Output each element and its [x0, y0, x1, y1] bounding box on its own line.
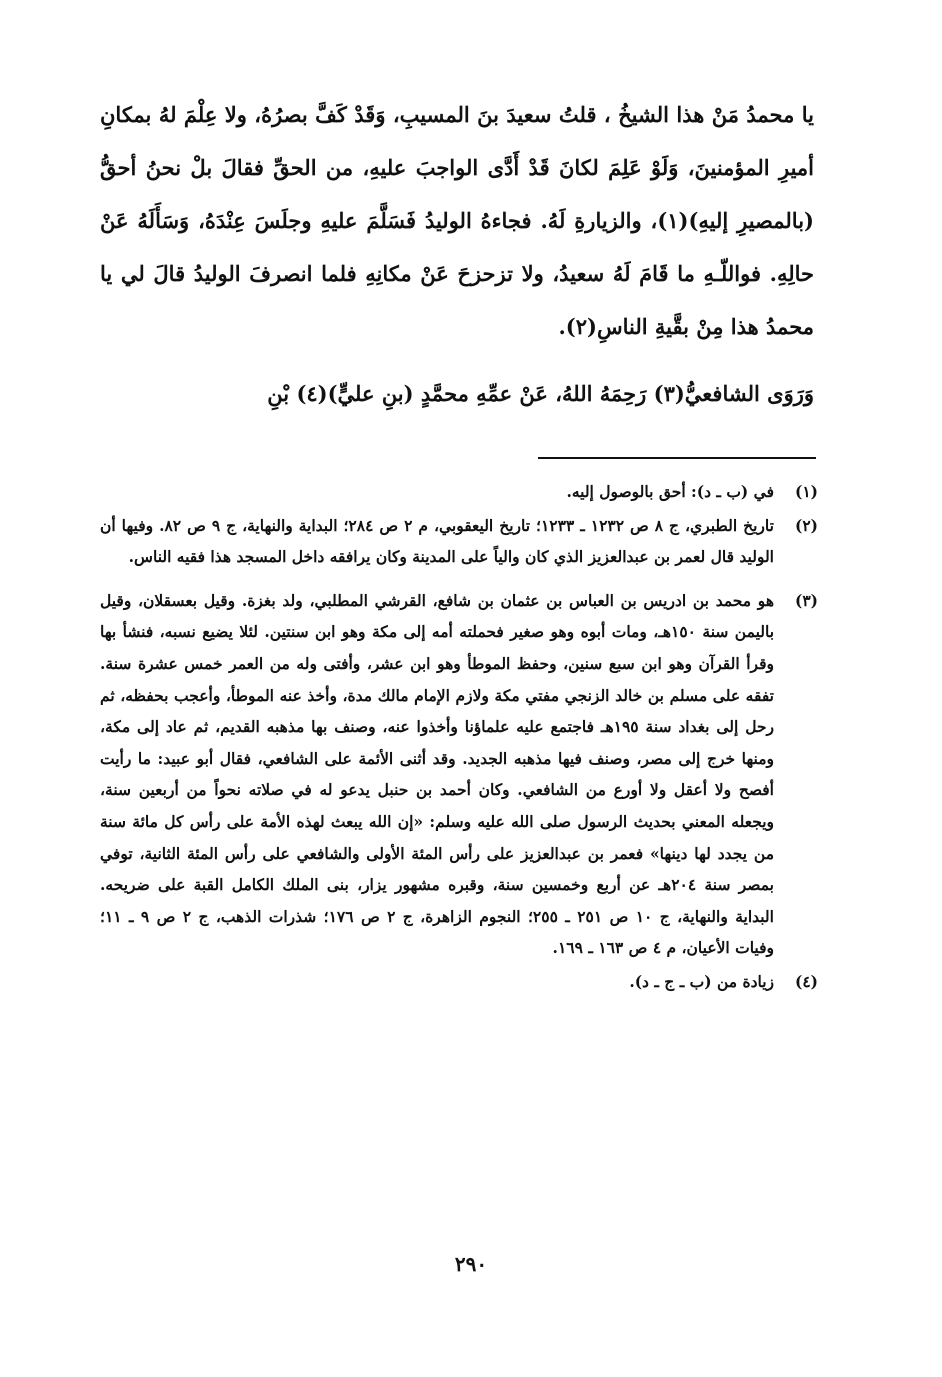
footnote	[100, 585, 818, 964]
main-text	[100, 88, 814, 420]
page-number: ٢٩٠	[454, 1252, 488, 1276]
footnote-divider	[538, 457, 816, 459]
footnote-text: في (ب ـ د): أحق بالوصول إليه.	[566, 482, 774, 501]
footnote	[100, 510, 818, 573]
footnote	[100, 476, 818, 508]
footnote-text: زيادة من (ب ـ ج ـ د).	[629, 971, 774, 991]
footnote-number: (٤)	[794, 971, 818, 991]
footnote-number: (١)	[794, 482, 818, 501]
footnotes	[100, 476, 818, 998]
footnote	[100, 966, 818, 998]
footnote-text: هو محمد بن ادريس بن العباس بن عثمان بن شافع، القرشي المطلبي، ولد بغزة. وقيل بعسقلان، وقيل باليمن سنة ١٥٠هـ، ومات أبوه وهو صغير فحملته أمه إلى مكة وهو ابن سنتين. لئلا يضيع نسبه، فنشأ بها وقرأ القرآن وهو ابن سبع سنين، وحفظ الموطأ وهو ابن عشر، وأفتى وله من العمر خمس عشرة سنة. تفقه على مسلم بن خالد الزنجي مفتي مكة ولازم الإمام مالك مدة، وأخذ عنه الموطأ، وأعجب بحفظه، ثم رحل إلى بغداد سنة ١٩٥هـ فاجتمع عليه علماؤنا وأخذوا عنه، وصنف بها مذهبه القديم، ثم عاد إلى مكة، ومنها خرج إلى مصر، وصنف فيها مذهبه الجديد. وقد أثنى الأئمة على الشافعي، فقال أبو عبيد: ما رأيت أفصح ولا أعقل ولا أورع من الشافعي. وكان أحمد بن حنبل يدعو له في صلاته نحواً من أربعين سنة، ويجعله المعني بحديث الرسول صلى الله عليه وسلم: «إن الله يبعث لهذه الأمة على رأس كل مائة سنة من يجدد لها دينها» فعمر بن عبدالعزيز على رأس المئة الأولى والشافعي على رأس المئة الثانية، توفي بمصر سنة ٢٠٤هـ عن أربع وخمسين سنة، وقبره مشهور يزار، بنى الملك الكامل القبة على ضريحه. البداية والنهاية، ج ١٠ ص ٢٥١ ـ ٢٥٥؛ النجوم الزاهرة، ج ٢ ص ١٧٦؛ شذرات الذهب، ج ٢ ص ٩ ـ ١١؛ وفيات الأعيان، م ٤ ص ١٦٣ ـ ١٦٩.	[100, 590, 775, 958]
footnote-text: تاريخ الطبري، ج ٨ ص ١٢٣٢ ـ ١٢٣٣؛ تاريخ اليعقوبي، م ٢ ص ٢٨٤؛ البداية والنهاية، ج ٩ ص ٨٢. وفيها أن الوليد قال لعمر بن عبدالعزيز الذي كان والياً على المدينة وكان يرافقه داخل المسجد هذا فقيه الناس.	[100, 515, 774, 567]
main-paragraph: وَرَوَى الشافعيُّ(٣) رَحِمَهُ اللهُ، عَنْ عمِّهِ محمَّدٍ (بنِ عليٍّ)(٤) بْنِ	[267, 381, 814, 406]
main-paragraph: يا محمدُ مَنْ هذا الشيخُ ، قلتُ سعيدَ بنَ المسيبِ، وَقَدْ كَفَّ بصرُهُ، ولا عِلْمَ لهُ بمكانِ أميرِ المؤمنينَ، وَلَوْ عَلِمَ لكانَ قَدْ أَدَّى الواجبَ عليهِ، من الحقِّ فقالَ بلْ نحنُ أحقُّ (بالمصيرِ إليهِ)(١)، والزيارةِ لَهُ. فجاءهُ الوليدُ فَسَلَّمَ عليهِ وجلَسَ عِنْدَهُ، وَسَأَلَهُ عَنْ حالِهِ. فواللّـهِ ما قَامَ لَهُ سعيدُ، ولا تزحزحَ عَنْ مكانِهِ فلما انصرفَ الوليدُ قالَ لي يا محمدُ هذا مِنْ بقَّيةِ الناسِ(٢).	[100, 102, 814, 339]
footnote-number: (٣)	[794, 590, 818, 610]
footnote-number: (٢)	[794, 515, 818, 535]
